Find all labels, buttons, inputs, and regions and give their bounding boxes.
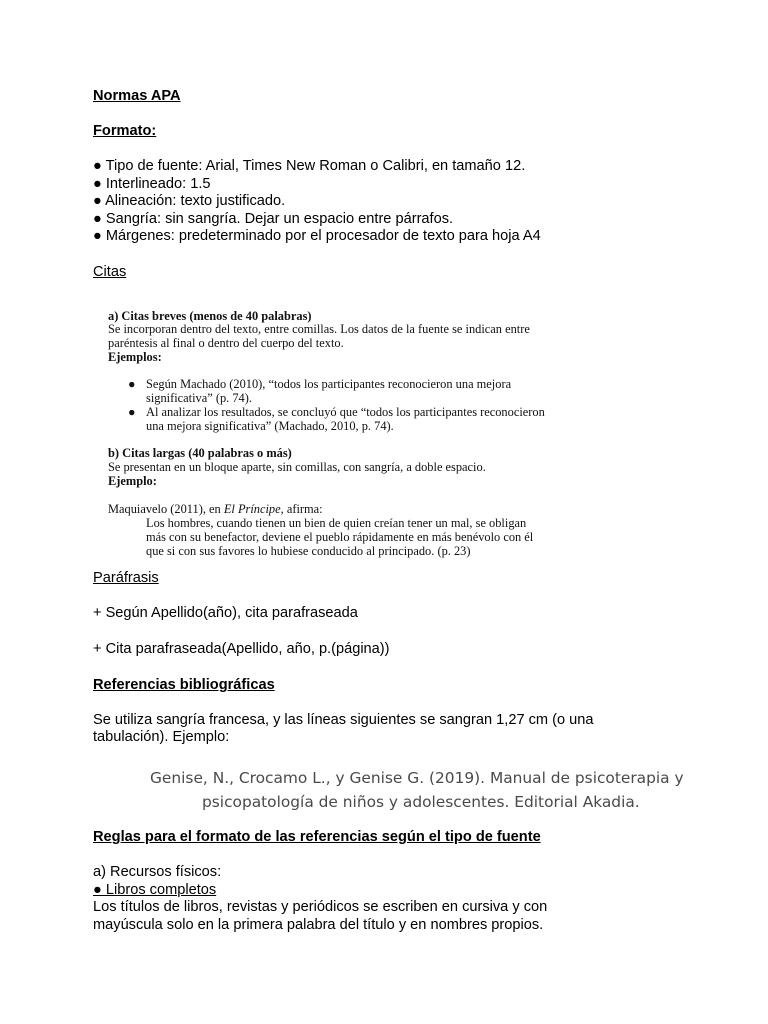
citas-largas-text: Se presentan en un bloque aparte, sin comillas, con sangría, a doble espacio. [108,460,486,474]
example-text: Al analizar los resultados, se concluyó que “todos los participantes reconocieron [146,405,545,419]
citas-breves-text: paréntesis al final o dentro del cuerpo del texto. [108,336,344,350]
example-text: Según Machado (2010), “todos los participantes reconocieron una mejora [146,377,512,391]
list-item: ● Alineación: texto justificado. [93,193,286,209]
maquiavelo-intro: Maquiavelo (2011), en El Príncipe, afirma: [108,502,323,516]
referencias-heading: Referencias bibliográficas [93,677,275,693]
list-item: ● Tipo de fuente: Arial, Times New Roman o Calibri, en tamaño 12. [93,158,526,174]
bullet-icon: ● [128,377,136,391]
parafrasis-line: + Según Apellido(año), cita parafraseada [93,605,358,621]
reference-example-image [93,764,693,820]
bullet-icon: ● [128,405,136,419]
parafrasis-line: + Cita parafraseada(Apellido, año, p.(página)) [93,641,390,657]
ejemplos-label: Ejemplos: [108,350,162,364]
list-item: ● Sangría: sin sangría. Dejar un espacio entre párrafos. [93,211,454,227]
list-item: ● Interlineado: 1.5 [93,176,211,192]
parafrasis-heading: Paráfrasis [93,570,159,586]
citas-breves-text: Se incorporan dentro del texto, entre comillas. Los datos de la fuente se indican entre [108,322,530,336]
document-title: Normas APA [93,88,181,104]
block-quote: que si con sus favores lo hubiese conducido al principado. (p. 23) [146,544,471,558]
reglas-paragraph: mayúscula solo en la primera palabra del título y en nombres propios. [93,917,544,933]
citas-embedded-image [93,300,573,562]
citas-largas-title: b) Citas largas (40 palabras o más) [108,446,292,460]
example-text: significativa” (p. 74). [146,391,252,405]
example-text: una mejora significativa” (Machado, 2010, p. 74). [146,419,394,433]
referencias-paragraph: tabulación). Ejemplo: [93,729,230,745]
libros-completos-item: ● Libros completos [93,882,217,898]
reglas-paragraph: Los títulos de libros, revistas y periódicos se escriben en cursiva y con [93,899,548,915]
reference-example-line: Genise, N., Crocamo L., y Genise G. (2019). Manual de psicoterapia y [150,769,684,787]
block-quote: más con su benefactor, deviene el pueblo rápidamente en más benévolo con él [146,530,534,544]
reference-example-line: psicopatología de niños y adolescentes. Editorial Akadia. [202,793,640,811]
citas-breves-title: a) Citas breves (menos de 40 palabras) [108,309,312,323]
list-item: ● Márgenes: predeterminado por el procesador de texto para hoja A4 [93,228,541,244]
reglas-heading: Reglas para el formato de las referencias según el tipo de fuente [93,829,541,845]
citas-heading: Citas [93,264,127,280]
formato-heading: Formato: [93,123,157,139]
referencias-paragraph: Se utiliza sangría francesa, y las líneas siguientes se sangran 1,27 cm (o una [93,712,594,728]
recursos-fisicos: a) Recursos físicos: [93,864,222,880]
ejemplo-label: Ejemplo: [108,474,157,488]
block-quote: Los hombres, cuando tienen un bien de quien creían tener un mal, se obligan [146,516,527,530]
